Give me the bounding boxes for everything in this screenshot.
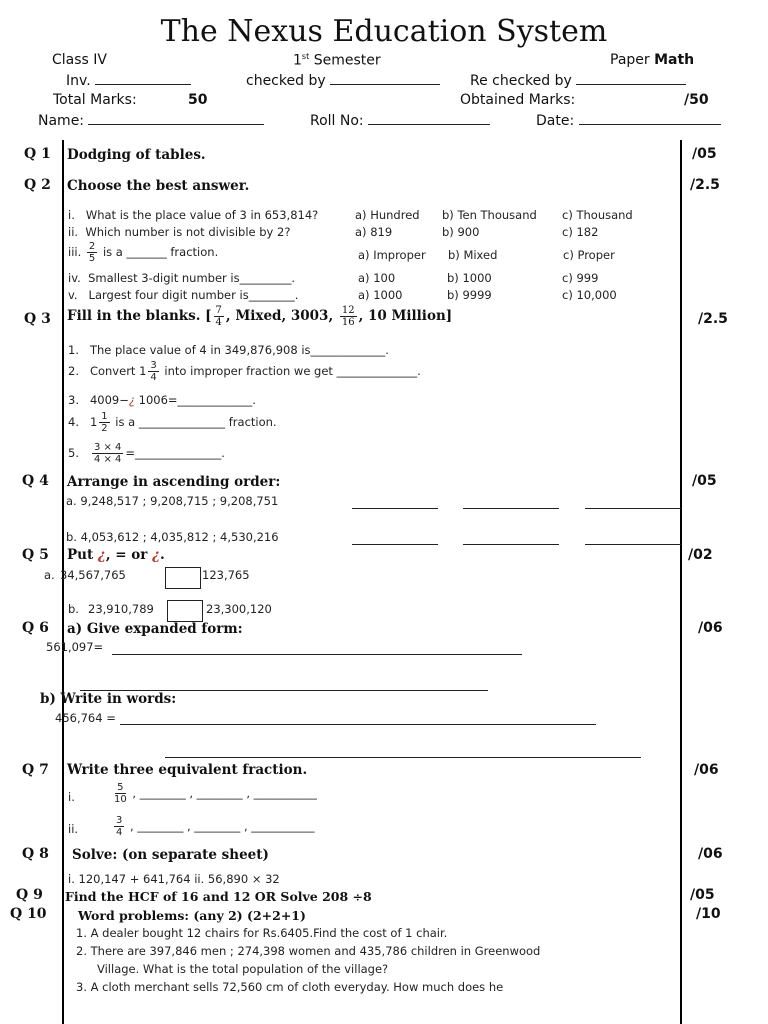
date-field: Date: [536, 112, 721, 129]
q8-items: i. 120,147 + 641,764 ii. 56,890 × 32 [68, 872, 280, 886]
left-margin-line [62, 140, 64, 1024]
q2-option: c) Proper [563, 248, 615, 262]
q2-number: Q 2 [24, 177, 51, 193]
q3-title: Fill in the blanks. [ $\frac{7}{4}$ , Mixed, 3003, $\frac{12}{16}$ , 10 Million] [67, 305, 453, 328]
q8-number: Q 8 [22, 846, 49, 862]
q2-item: iii. $\frac{2}{5}$ is a _______ fraction. [68, 241, 219, 264]
name-field: Name: [38, 112, 264, 129]
q5-marks: /02 [688, 547, 713, 563]
q7-ii-fraction: $\frac{3}{4}$ , ________ , ________ , ___________ [116, 815, 315, 838]
q1-number: Q 1 [24, 146, 51, 162]
q5-title: Put ¿, = or ¿. [67, 547, 165, 563]
q5-b-answer-box[interactable] [167, 600, 203, 622]
q6-answer-line [165, 743, 641, 762]
obtained-marks-label: Obtained Marks: [460, 92, 576, 108]
q2-option: a) 819 [355, 225, 393, 239]
q6-number-b: 456,764 = [55, 711, 116, 725]
q3-number: Q 3 [24, 311, 51, 327]
q2-option: b) Mixed [448, 248, 498, 262]
q6-title-b: b) Write in words: [40, 691, 177, 707]
q4-row-b: b. 4,053,612 ; 4,035,812 ; 4,530,216 [66, 530, 279, 544]
roll-field: Roll No: [310, 112, 490, 129]
q5-b-right: 23,300,120 [206, 602, 272, 616]
q2-option: c) 182 [562, 225, 599, 239]
q2-option: b) 900 [442, 225, 480, 239]
q3-item: 5. $\frac{3 \times 4}{4 \times 4}$ =_______________. [68, 442, 225, 465]
q8-title: Solve: (on separate sheet) [72, 847, 269, 863]
q10-number: Q 10 [10, 906, 47, 922]
q4-answer-blanks [352, 530, 681, 549]
q6-number: Q 6 [22, 620, 49, 636]
q4-title: Arrange in ascending order: [67, 474, 281, 490]
q10-problem: 3. A cloth merchant sells 72,560 cm of cloth everyday. How much does he [76, 980, 504, 994]
q5-a-answer-box[interactable] [165, 567, 201, 589]
q3-item: 3. 4009−¿ 1006=_____________. [68, 393, 256, 407]
q6-answer-line [112, 640, 522, 659]
q2-item: i. What is the place value of 3 in 653,814? [68, 208, 319, 222]
q4-answer-blanks [352, 494, 681, 513]
q10-problem-cont: Village. What is the total population of the village? [97, 962, 389, 976]
q6-marks: /06 [698, 620, 723, 636]
q1-title: Dodging of tables. [67, 147, 206, 163]
q7-number: Q 7 [22, 762, 49, 778]
q1-marks: /05 [692, 146, 717, 162]
paper-label: Paper Math [610, 52, 695, 68]
q10-title: Word problems: (any 2) (2+2+1) [78, 908, 306, 923]
q2-title: Choose the best answer. [67, 178, 250, 194]
q6-title: a) Give expanded form: [67, 621, 243, 637]
q2-option: a) 1000 [358, 288, 403, 302]
page-title: The Nexus Education System [160, 14, 608, 49]
q5-a-label: a. [44, 568, 55, 582]
q2-option: a) 100 [358, 271, 396, 285]
q2-option: c) 10,000 [562, 288, 617, 302]
checked-by-field: checked by [246, 72, 440, 89]
q8-marks: /06 [698, 846, 723, 862]
q5-a-right: 123,765 [202, 568, 250, 582]
q2-option: b) Ten Thousand [442, 208, 537, 222]
right-margin-line [680, 140, 682, 1024]
q2-item: ii. Which number is not divisible by 2? [68, 225, 291, 239]
q4-row-a: a. 9,248,517 ; 9,208,715 ; 9,208,751 [66, 494, 279, 508]
q5-number: Q 5 [22, 547, 49, 563]
q5-a-left: 34,567,765 [60, 568, 126, 582]
q3-item: 2. Convert 1 $\frac{3}{4}$ into improper fraction we get ______________. [68, 360, 421, 383]
rechecked-by-field: Re checked by [470, 72, 686, 89]
q2-option: b) 1000 [447, 271, 492, 285]
q6-answer-line [120, 710, 596, 729]
q9-number: Q 9 [16, 887, 43, 903]
q4-marks: /05 [692, 473, 717, 489]
semester-label: 1st Semester [293, 52, 381, 69]
q7-i-label: i. [68, 790, 75, 804]
q10-marks: /10 [696, 906, 721, 922]
q10-problem: 2. There are 397,846 men ; 274,398 women and 435,786 children in Greenwood [76, 944, 541, 958]
q10-problem: 1. A dealer bought 12 chairs for Rs.6405.Find the cost of 1 chair. [76, 926, 448, 940]
q2-option: c) Thousand [562, 208, 633, 222]
q9-marks: /05 [690, 887, 715, 903]
q2-marks: /2.5 [690, 177, 720, 193]
q5-b-left: 23,910,789 [88, 602, 154, 616]
q2-option: c) 999 [562, 271, 599, 285]
q5-b-label: b. [68, 602, 79, 616]
obtained-marks-total: /50 [684, 92, 709, 108]
q2-item: iv. Smallest 3-digit number is_________. [68, 271, 295, 285]
q9-title: Find the HCF of 16 and 12 OR Solve 208 ÷8 [65, 889, 372, 904]
inv-field: Inv. [66, 72, 191, 89]
q3-marks: /2.5 [698, 311, 728, 327]
q3-item: 1. The place value of 4 in 349,876,908 is_____________. [68, 343, 389, 357]
q6-number-a: 561,097= [46, 640, 104, 654]
q2-option: a) Hundred [355, 208, 420, 222]
class-label: Class IV [52, 52, 107, 68]
q3-item: 4. 1 $\frac{1}{2}$ is a _______________ fraction. [68, 411, 277, 434]
q7-title: Write three equivalent fraction. [67, 762, 308, 778]
total-marks-label: Total Marks: [53, 92, 137, 108]
q2-option: b) 9999 [447, 288, 492, 302]
q2-item: v. Largest four digit number is________. [68, 288, 299, 302]
q4-number: Q 4 [22, 473, 49, 489]
q7-i-fraction: $\frac{5}{10}$ , ________ , ________ , ___________ [114, 782, 317, 805]
total-marks-value: 50 [188, 92, 208, 108]
q7-marks: /06 [694, 762, 719, 778]
q7-ii-label: ii. [68, 822, 79, 836]
q2-option: a) Improper [358, 248, 426, 262]
